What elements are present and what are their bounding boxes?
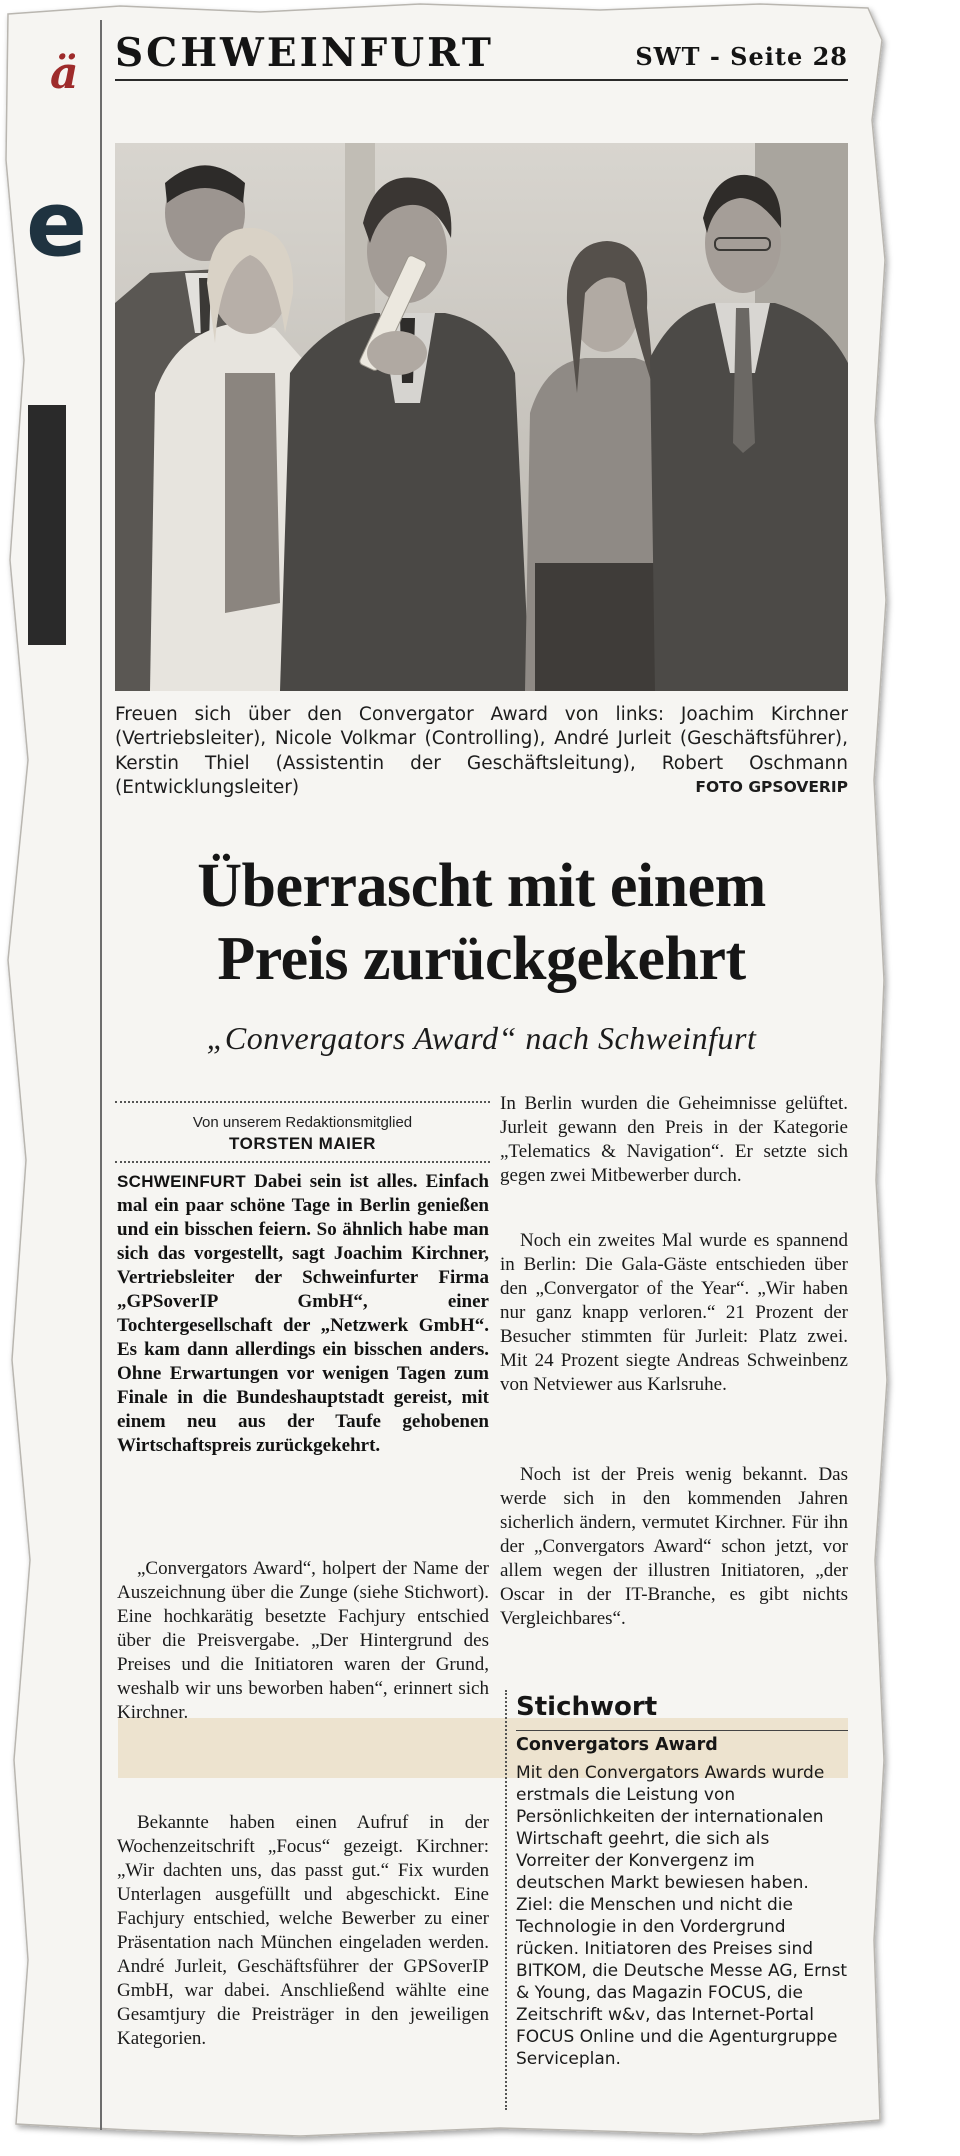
headline-line-1: Überrascht mit einem xyxy=(197,852,766,920)
headline xyxy=(115,850,848,996)
page-header xyxy=(115,26,848,81)
stichwort-heading: Convergators Award xyxy=(516,1735,718,1755)
body-paragraph: Bekannte haben einen Aufruf in der Wochenzeitschrift „Focus“ gezeigt. Kirchner: „Wir dachten uns, das passt gut.“ Fix wurden Unterlagen ausgefüllt und abgeschickt. Eine Fachjury entschied, welche Bewerber zu einer Präsentation nach München eingeladen werden. André Jurleit, Geschäftsführer der GPSoverIP GmbH, war dabei. Anschließend wählte eine Gesamtjury die Preisträger in den jeweiligen Kategorien. xyxy=(117,1812,489,2049)
adjacent-page-fragment xyxy=(28,405,66,645)
stichwort-text: Mit den Convergators Awards wurde erstmals die Leistung von Persönlichkeiten der internationalen Wirtschaft geehrt, die sich als Vorreiter der Konvergenz im deutschen Markt bewiesen haben. Ziel: die Menschen und nicht die Technologie in den Vordergrund rücken. Initiatoren des Preises sind BITKOM, die Deutsche Messe AG, Ernst & Young, das Magazin FOCUS, die Zeitschrift w&v, das Internet-Portal FOCUS Online und die Agenturgruppe Serviceplan. xyxy=(516,1763,848,2069)
body-paragraph: Noch ein zweites Mal wurde es spannend in Berlin: Die Gala-Gäste entschieden über den „Convergator of the Year“. „Wir haben nur ganz knapp verloren.“ 21 Prozent der Besucher stimmten für Jurleit: Platz zwei. Mit 24 Prozent siegte Andreas Schweinbenz von Netviewer aus Karlsruhe. xyxy=(500,1230,848,1395)
byline-prefix: Von unserem Redaktionsmitglied xyxy=(192,1114,413,1131)
photo-caption: Freuen sich über den Convergator Award von links: Joachim Kirchner (Vertriebsleiter), Nicole Volkmar (Controlling), André Jurleit (Geschäftsführer), Kerstin Thiel (Assistentin der Geschäftsleitung), Robert Oschmann (Entwicklungsleiter) xyxy=(115,704,848,799)
dateline: SCHWEINFURT xyxy=(117,1172,246,1191)
adjacent-page-fragment: ä xyxy=(50,48,79,99)
article-photo xyxy=(115,143,848,691)
lead-text: Dabei sein ist alles. Einfach mal ein paar schöne Tage in Berlin genießen und ein bisschen feiern. So ähnlich habe man sich das vorgestellt, sagt Joachim Kirchner, Vertriebsleiter der Schweinfurter Firma „GPSoverIP GmbH“, einer Tochtergesellschaft der „Netzwerk GmbH“. Es kam dann allerdings ein bisschen anders. Ohne Erwartungen vor wenigen Tagen zum Finale in die Bundeshauptstadt gereist, mit einem neu aus der Taufe gehobenen Wirtschaftspreis zurückgekehrt. xyxy=(117,1171,489,1456)
byline-rule-bottom xyxy=(115,1161,490,1163)
headline-line-2: Preis zurückgekehrt xyxy=(217,925,746,994)
section-title: SCHWEINFURT xyxy=(115,30,494,76)
byline-rule-top xyxy=(115,1101,490,1103)
photo-credit: FOTO GPSOVERIP xyxy=(695,778,848,796)
column-rule xyxy=(100,20,102,2130)
stichwort-title: Stichwort xyxy=(516,1692,658,1722)
body-paragraph: „Convergators Award“, holpert der Name der Auszeichnung über die Zunge (siehe Stichwort). Eine hochkarätig besetzte Fachjury entschied über die Preisvergabe. „Der Hintergrund des Preises und die Initiatoren waren der Grund, weshalb wir uns beworben haben“, erinnert sich Kirchner. xyxy=(117,1558,489,1723)
stichwort-rule xyxy=(505,1690,507,2110)
adjacent-page-fragment: e xyxy=(26,172,88,277)
header-rule xyxy=(115,79,848,81)
byline-author: TORSTEN MAIER xyxy=(229,1134,376,1153)
body-paragraph: Noch ist der Preis wenig bekannt. Das werde sich in den kommenden Jahren sicherlich ändern, vermutet Kirchner. Für ihn der „Convergators Award“ schon jetzt, vor allem wegen der illustren Initiatoren, „der Oscar in der IT-Branche, es gibt nichts Vergleichbares“. xyxy=(500,1464,848,1629)
page-reference: SWT - Seite 28 xyxy=(635,42,848,71)
body-paragraph: In Berlin wurden die Geheimnisse gelüftet. Jurleit gewann den Preis in der Kategorie „Telematics & Navigation“. Er setzte sich gegen zwei Mitbewerber durch. xyxy=(500,1093,848,1186)
lead-paragraph xyxy=(117,1170,489,1458)
stichwort-divider xyxy=(516,1730,848,1731)
subheadline: „Convergators Award“ nach Schweinfurt xyxy=(206,1020,757,1056)
